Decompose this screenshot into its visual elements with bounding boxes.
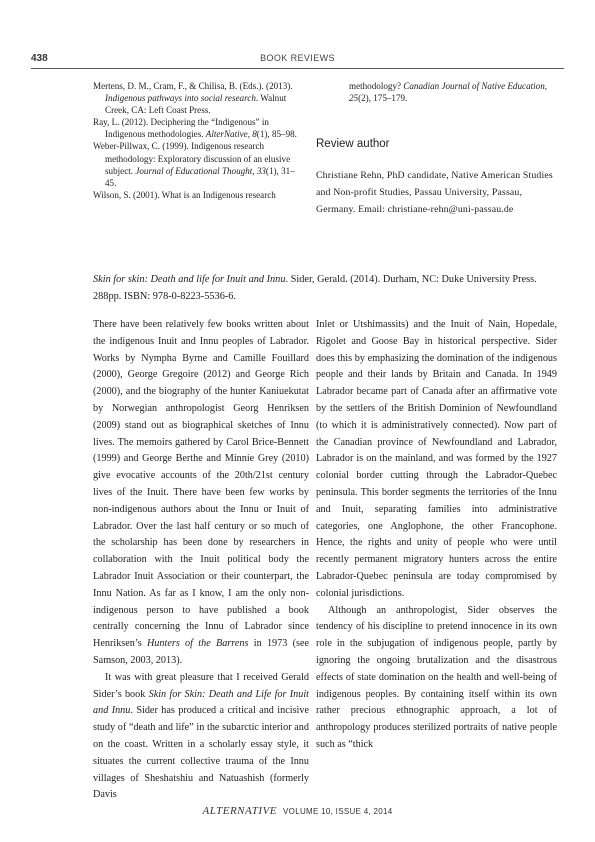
book-title: Skin for skin: Death and life for Inuit and Innu — [93, 274, 286, 285]
reference-entry: Weber-Pillwax, C. (1999). Indigenous research methodology: Exploratory discussion of an elusive subject. Journal of Educational Thought, 33(1), 31–45. — [93, 141, 295, 188]
page-footer — [0, 805, 595, 817]
reference-entry-continued: methodology? Canadian Journal of Native Education, 25(2), 175–179. — [349, 81, 548, 104]
body-column-left — [93, 317, 309, 804]
running-head: BOOK REVIEWS — [260, 53, 335, 63]
volume-info: VOLUME 10, ISSUE 4, 2014 — [283, 807, 393, 816]
reference-continuation — [337, 80, 557, 104]
review-author-heading: Review author — [316, 138, 390, 150]
reference-entry: Ray, L. (2012). Deciphering the “Indigenous” in Indigenous methodologies. AlterNative, 8(1), 85–98. — [93, 117, 297, 140]
book-citation — [93, 272, 557, 306]
body-column-right — [316, 317, 557, 754]
book-details: . Sider, Gerald. (2014). Durham, NC: Duke University Press. 288pp. ISBN: 978-0-8223-5536-6. — [93, 274, 537, 302]
reference-list — [93, 80, 305, 201]
journal-name: ALTERNATIVE — [202, 805, 278, 817]
body-paragraph: There have been relatively few books written about the indigenous Inuit and Innu peoples of Labrador. Works by Nympha Byrne and Camille Fouillard (2000), George Gregoire (2012) and George Rich (2000), and the biography of the hunter Kaniuekutat by Norwegian anthropologist Georg Henriksen (2009) stand out as biographical sketches of Innu lives. The memoirs gathered by Carol Brice-Bennett (1999) and George Berthe and Minnie Grey (2010) give evocative accounts of the 20th/21st century lives of the Inuit. There have been few works by non-indigenous authors about the Innu or Inuit of Labrador. Over the last half century or so much of the scholarship has been done by researchers in collaboration with the Inuit political body the Labrador Inuit Association or their counterpart, the Innu Nation. As far as I know, I am the only non-indigenous person to have published a book centrally concerning the Innu of Labrador since Henriksen’s Hunters of the Barrens in 1973 (see Samson, 2003, 2013). — [93, 319, 309, 666]
reference-entry: Wilson, S. (2001). What is an Indigenous research — [93, 189, 276, 200]
header-divider — [31, 68, 564, 69]
page-number: 438 — [31, 53, 48, 64]
body-paragraph: Although an anthropologist, Sider observes the tendency of his discipline to pretend innocence in its own role in the subjugation of indigenous people, partly by ignoring the ongoing brutalization and the disastrous effects of state domination on the health and well-being of indigenous peoples. By containing itself within its own rather precious ethnographic approach, a lot of anthropology produces sterilized portraits of native people such as “thick — [316, 604, 557, 750]
reference-entry: Mertens, D. M., Cram, F., & Chilisa, B. (Eds.). (2013). Indigenous pathways into social research. Walnut Creek, CA: Left Coast Press. — [93, 81, 293, 116]
body-paragraph: Inlet or Utshimassits) and the Inuit of Nain, Hopedale, Rigolet and Goose Bay in historical perspective. Sider does this by emphasizing the domination of the indigenous people and their lands by Britain and Canada. In 1949 Labrador became part of Canada after an affirmative vote by the settlers of the British Dominion of Newfoundland (to which it is administratively connected). Now part of the Canadian province of Newfoundland and Labrador, Labrador is on the mainland, and was formed by the 1927 colonial border cutting through the Labrador-Quebec peninsula. This border segments the territories of the Innu and Inuit, separating families into administrative categories, one Anglophone, the other Francophone. Hence, the rights and unity of people who were until recently permanent migratory hunters across the entire Labrador-Quebec peninsula are today compromised by colonial jurisdictions. — [316, 319, 557, 599]
review-author-bio: Christiane Rehn, PhD candidate, Native American Studies and Non-profit Studies, Passau University, Passau, Germany. Email: christiane-rehn@uni-passau.de — [316, 170, 553, 215]
body-paragraph: It was with great pleasure that I received Gerald Sider’s book Skin for Skin: Death and Life for Inuit and Innu. Sider has produced a critical and incisive study of “death and life” in the subarctic interior and on the coast. Written in a scholarly essay style, it situates the current collective trauma of the Innu villages of Sheshatshiu and Natuashish (formerly Davis — [93, 671, 309, 801]
